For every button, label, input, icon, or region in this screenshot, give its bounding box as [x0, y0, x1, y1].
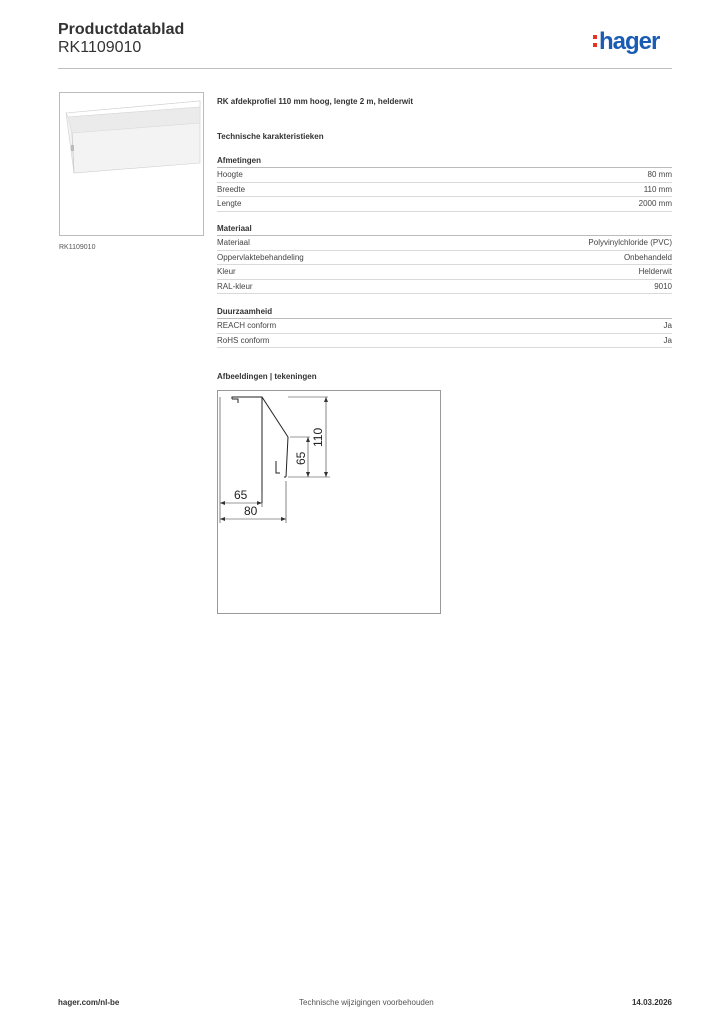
technical-drawing [217, 390, 441, 614]
spec-value: Onbehandeld [623, 252, 672, 262]
technical-heading: Technische karakteristieken [217, 132, 324, 141]
product-code: RK1109010 [58, 39, 142, 56]
logo-dot-icon [593, 43, 597, 47]
product-image-caption: RK1109010 [59, 244, 96, 251]
section-title: Duurzaamheid [217, 305, 672, 319]
spec-value: 80 mm [647, 170, 672, 179]
section-title: Afmetingen [217, 154, 672, 168]
spec-label: Hoogte [217, 170, 243, 179]
spec-row [217, 183, 672, 198]
spec-value: Ja [663, 321, 672, 330]
spec-value: 2000 mm [638, 199, 672, 208]
spec-row [217, 265, 672, 280]
footer-website[interactable]: hager.com/nl-be [58, 998, 120, 1007]
section-title: Materiaal [217, 222, 672, 236]
spec-value: Ja [663, 335, 672, 345]
spec-label: Breedte [217, 184, 246, 194]
footer-date: 14.03.2026 [631, 998, 672, 1007]
page-title: Productdatablad [58, 21, 185, 38]
dim-label-height-total: 110 [311, 427, 325, 447]
spec-label: RAL-kleur [217, 281, 253, 291]
logo-dot-icon [593, 35, 597, 39]
dim-label-height-inner: 65 [294, 451, 308, 465]
spec-row [217, 168, 672, 183]
spec-label: RoHS conform [217, 335, 270, 345]
spec-value: Helderwit [638, 267, 672, 276]
section-dimensions [217, 154, 672, 212]
spec-label: Kleur [217, 267, 236, 276]
spec-value: 110 mm [643, 184, 672, 194]
spec-label: Materiaal [217, 238, 250, 247]
product-image [59, 92, 204, 236]
images-heading: Afbeeldingen | tekeningen [217, 372, 317, 381]
spec-row [217, 197, 672, 212]
header-divider [58, 68, 672, 69]
spec-value: Polyvinylchloride (PVC) [588, 238, 672, 247]
profile-render-icon [60, 93, 203, 235]
section-durability [217, 305, 672, 348]
logo-text: hager [599, 28, 660, 55]
spec-row [217, 280, 672, 295]
footer-notice: Technische wijzigingen voorbehouden [299, 998, 434, 1007]
spec-row [217, 319, 672, 334]
spec-value: 9010 [654, 281, 672, 291]
spec-label: Oppervlaktebehandeling [217, 252, 304, 262]
spec-row [217, 251, 672, 266]
spec-label: REACH conform [217, 321, 277, 330]
profile-drawing [218, 391, 440, 613]
spec-label: Lengte [217, 199, 242, 208]
hager-logo [593, 28, 659, 56]
spec-row [217, 334, 672, 349]
dim-label-width-total: 80 [244, 504, 258, 518]
spec-row [217, 236, 672, 251]
section-material [217, 222, 672, 294]
product-name: RK afdekprofiel 110 mm hoog, lengte 2 m, helderwit [217, 97, 414, 106]
dim-label-width-inner: 65 [234, 488, 248, 502]
